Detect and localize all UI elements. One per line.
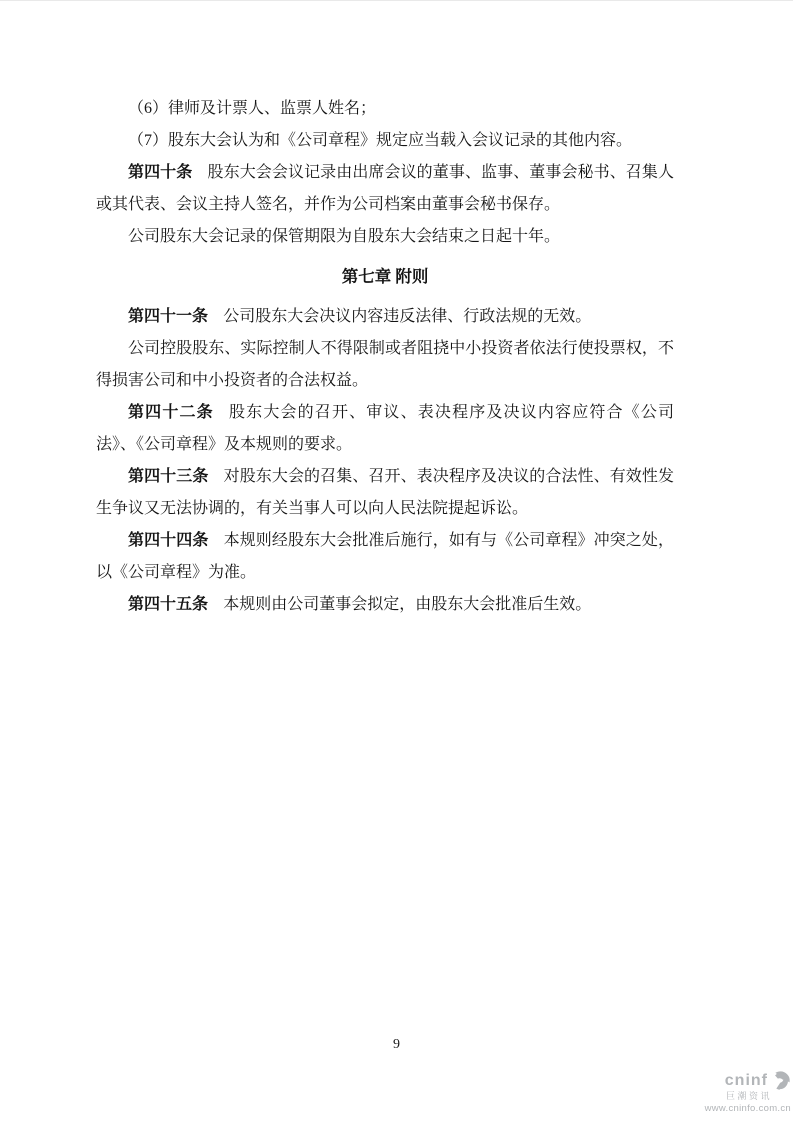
article-paragraph	[96, 221, 674, 253]
paragraph-text: （6）律师及计票人、监票人姓名；	[128, 100, 377, 117]
page-number: 9	[393, 1037, 400, 1052]
paragraph-text: 本规则经股东大会批准后施行，如有与《公司章程》冲突之处，以《公司章程》为准。	[96, 532, 674, 581]
article-number: 第四十二条	[128, 404, 214, 421]
paragraph-text: 股东大会的召开、审议、表决程序及决议内容应符合《公司法》、《公司章程》及本规则的要求。	[96, 404, 674, 453]
article-number: 第四十条	[128, 164, 193, 181]
article-number: 第四十三条	[128, 468, 209, 485]
article-paragraph	[96, 125, 674, 157]
watermark-brand-row	[725, 1070, 791, 1091]
article-paragraph	[96, 93, 674, 125]
chapter-heading: 第七章 附则	[341, 267, 429, 286]
article-paragraph	[96, 157, 674, 221]
article-number: 第四十五条	[128, 596, 209, 613]
paragraph-text: 股东大会会议记录由出席会议的董事、监事、董事会秘书、召集人或其代表、会议主持人签名，并作为公司档案由董事会秘书保存。	[96, 164, 674, 213]
article-paragraph	[96, 461, 674, 525]
article-paragraph	[96, 397, 674, 461]
paragraph-text: （7）股东大会认为和《公司章程》规定应当载入会议记录的其他内容。	[128, 132, 633, 149]
article-paragraph	[96, 333, 674, 397]
paragraph-text: 公司股东大会决议内容违反法律、行政法规的无效。	[223, 308, 592, 325]
paragraph-text: 对股东大会的召集、召开、表决程序及决议的合法性、有效性发生争议又无法协调的，有关当事人可以向人民法院提起诉讼。	[96, 468, 674, 517]
article-paragraph	[96, 525, 674, 589]
article-number: 第四十一条	[128, 308, 209, 325]
cninfo-chinese-name: 巨潮资讯	[725, 1091, 772, 1101]
paragraph-text: 公司控股股东、实际控制人不得限制或者阻挠中小投资者依法行使投票权，不得损害公司和中小投资者的合法权益。	[96, 340, 674, 389]
cninfo-watermark	[705, 1070, 791, 1114]
paragraph-text: 公司股东大会记录的保管期限为自股东大会结束之日起十年。	[128, 228, 561, 245]
cninfo-swirl-icon	[770, 1070, 791, 1091]
article-paragraph	[96, 589, 674, 621]
article-paragraph	[96, 301, 674, 333]
cninfo-brand-text: cninf	[724, 1071, 768, 1089]
article-number: 第四十四条	[128, 532, 209, 549]
paragraph-text: 本规则由公司董事会拟定，由股东大会批准后生效。	[223, 596, 592, 613]
document-body	[96, 93, 674, 621]
cninfo-url: www.cninfo.com.cn	[704, 1102, 791, 1114]
